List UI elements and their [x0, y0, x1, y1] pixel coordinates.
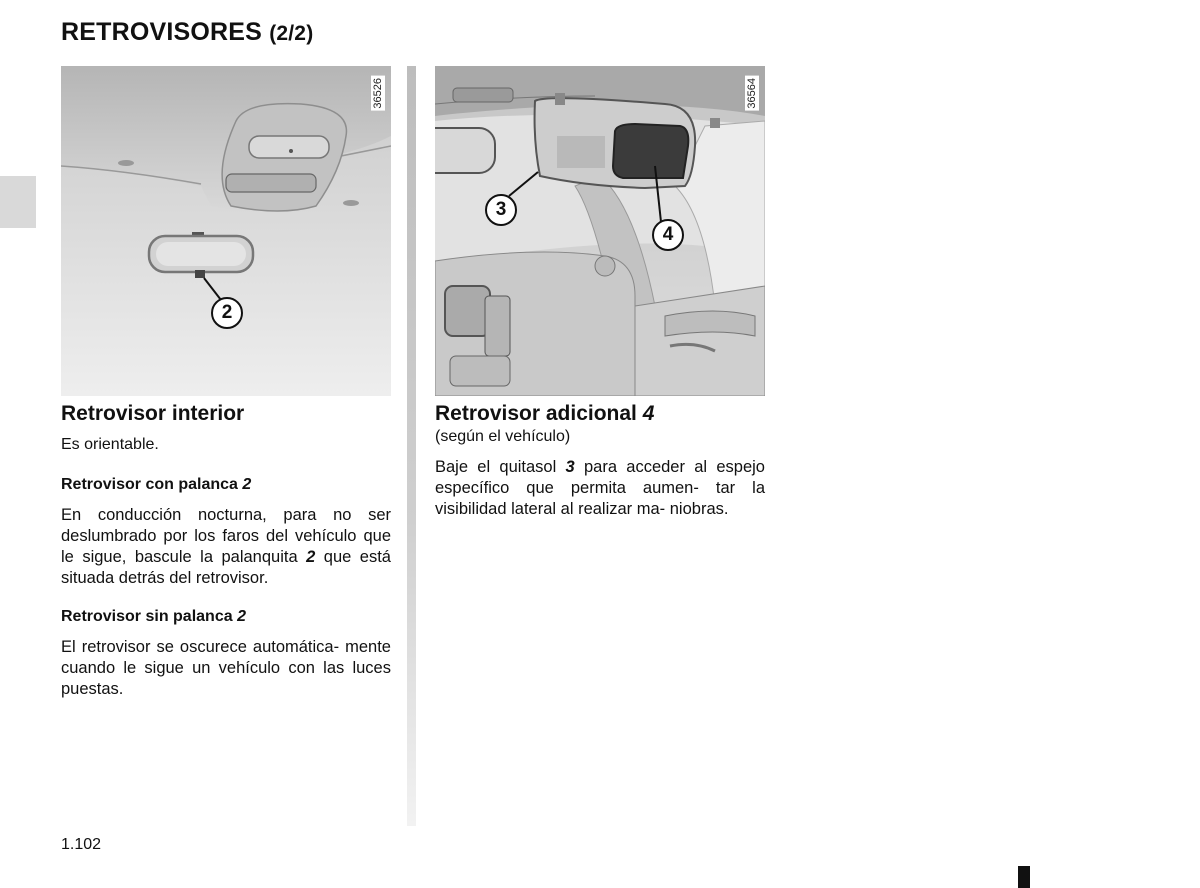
- corner-mark: [1018, 866, 1030, 888]
- intro-text: Es orientable.: [61, 436, 159, 453]
- paragraph-con-palanca-a: En conducción nocturna, para no ser deslumbrado por los faros del vehículo que le sigue, bascule la palanquita: [61, 506, 391, 566]
- page-number: 1.102: [61, 836, 102, 853]
- chapter-tab: [0, 176, 36, 228]
- heading-retrovisor-adicional-text: Retrovisor adicional: [435, 402, 637, 425]
- figure-code: 36564: [746, 78, 758, 109]
- paragraph-con-palanca-b: que está situada detrás del retrovisor.: [61, 548, 391, 587]
- heading-sin-palanca-text: Retrovisor sin palanca: [61, 608, 233, 625]
- paragraph-con-palanca: [61, 505, 391, 589]
- interior-mirror-illustration: [61, 66, 391, 396]
- figure-interior-mirror: [61, 66, 391, 396]
- figure-code: 36526: [372, 78, 384, 109]
- paragraph-adicional-ref: 3: [565, 458, 575, 476]
- paragraph-adicional-b: para acceder al espejo específico que permita aumen- tar la visibilidad lateral al realizar ma- niobras.: [435, 458, 765, 518]
- availability-note: (según el vehículo): [435, 428, 571, 445]
- heading-retrovisor-interior: Retrovisor interior: [61, 402, 245, 425]
- paragraph-adicional: [435, 457, 765, 520]
- heading-sin-palanca-ref: 2: [237, 608, 246, 625]
- paragraph-adicional-a: Baje el quitasol: [435, 458, 557, 476]
- sun-visor-illustration: [435, 66, 765, 396]
- heading-retrovisor-adicional-ref: 4: [642, 402, 655, 425]
- callout-2: 2: [211, 297, 243, 329]
- column-divider: [407, 66, 416, 826]
- page-title-suffix: (2/2): [269, 22, 314, 45]
- page-title: [61, 18, 313, 47]
- right-column: [435, 401, 765, 520]
- heading-sin-palanca: [61, 607, 391, 627]
- callout-4: 4: [652, 219, 684, 251]
- heading-con-palanca-ref: 2: [242, 476, 252, 493]
- heading-retrovisor-adicional: [435, 401, 765, 427]
- figure-sun-visor-mirror: [435, 66, 765, 396]
- callout-3: 3: [485, 194, 517, 226]
- heading-con-palanca: [61, 475, 391, 495]
- paragraph-sin-palanca: El retrovisor se oscurece automática- mente cuando le sigue un vehículo con las luces puestas.: [61, 638, 391, 698]
- left-column: [61, 401, 391, 700]
- page-title-text: RETROVISORES: [61, 18, 263, 46]
- heading-con-palanca-text: Retrovisor con palanca: [61, 476, 238, 493]
- paragraph-con-palanca-ref: 2: [306, 548, 316, 566]
